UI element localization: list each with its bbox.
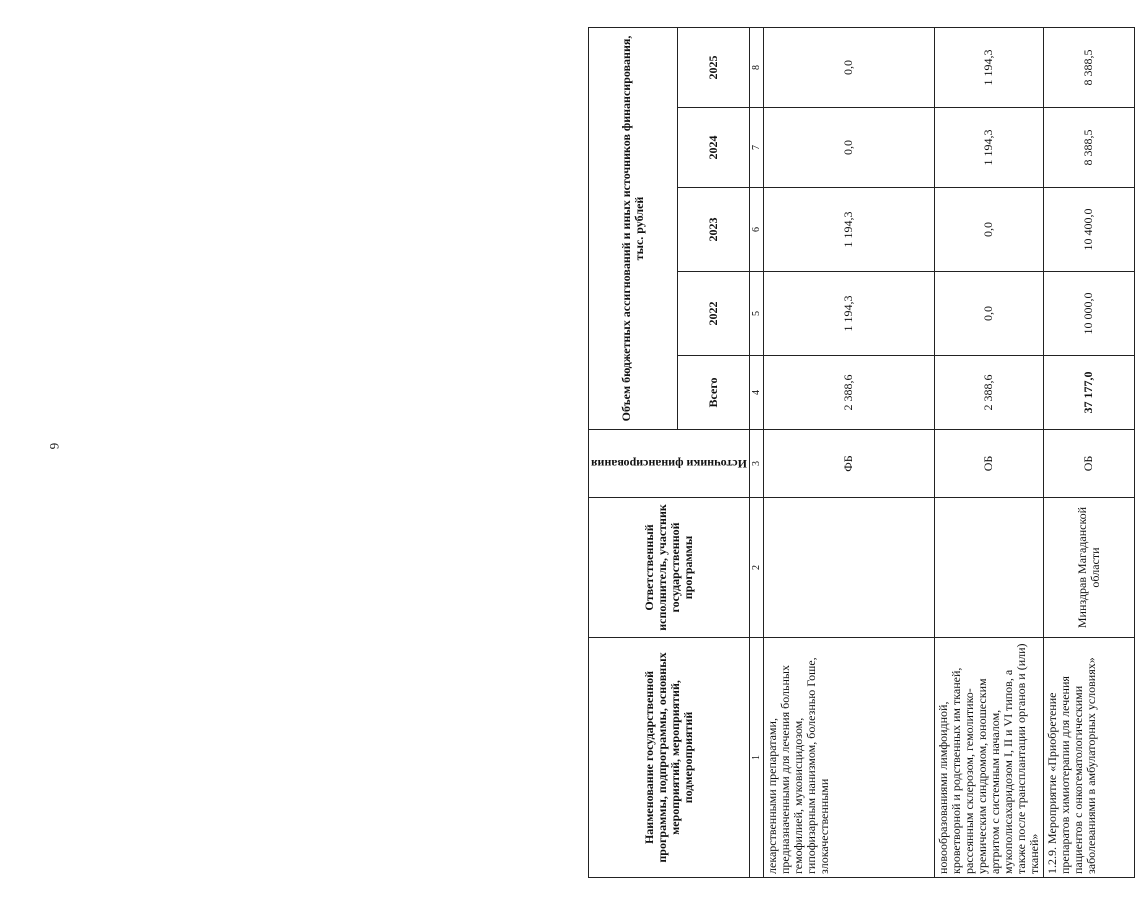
header-col3 [589, 430, 750, 498]
table-row [1043, 27, 1134, 877]
row-2025: 8 388,5 [1043, 27, 1134, 107]
row-source: ОБ [1043, 430, 1134, 498]
index-cell: 7 [749, 108, 763, 188]
index-row [749, 27, 763, 877]
row-executor: Минздрав Магаданской области [1043, 498, 1134, 638]
row-2022: 0,0 [934, 272, 1043, 356]
row-2022: 10 000,0 [1043, 272, 1134, 356]
index-cell: 1 [749, 638, 763, 878]
row-source: ОБ [934, 430, 1043, 498]
row-2025: 1 194,3 [934, 27, 1043, 107]
row-2025: 0,0 [763, 27, 934, 107]
row-total: 2 388,6 [934, 356, 1043, 430]
row-name: новообразованиями лимфоидной, кроветворной и родственных им тканей, рассеянным склерозом, гемолитико-уремическим синдромом, юношеским артритом с системным началом, мукополисахаридозом I, II и VI типов, а также после трансплантации органов и (или) тканей» [934, 638, 1043, 878]
row-source: ФБ [763, 430, 934, 498]
index-cell: 3 [749, 430, 763, 498]
row-name: лекарственными препаратами, предназначенными для лечения больных гемофилией, муковисцидозом, гипофизарным нанизмом, болезнью Гоше, злокачественными [763, 638, 934, 878]
row-total: 2 388,6 [763, 356, 934, 430]
header-row-1 [589, 27, 678, 877]
row-2024: 1 194,3 [934, 108, 1043, 188]
row-total: 37 177,0 [1043, 356, 1134, 430]
row-2023: 0,0 [934, 188, 1043, 272]
row-2023: 10 400,0 [1043, 188, 1134, 272]
index-cell: 2 [749, 498, 763, 638]
row-executor [934, 498, 1043, 638]
row-executor [763, 498, 934, 638]
header-group: Объем бюджетных ассигнований и иных источников финансирования, тыс. рублей [589, 27, 678, 429]
index-cell: 4 [749, 356, 763, 430]
row-2024: 8 388,5 [1043, 108, 1134, 188]
header-col3-text: Источники финансирования [591, 457, 747, 471]
header-2022: 2022 [677, 272, 749, 356]
row-2024: 0,0 [763, 108, 934, 188]
header-col1: Наименование государственной программы, подпрограммы, основных мероприятий, мероприятий, подмероприятий [589, 638, 750, 878]
table-row [763, 27, 934, 877]
index-cell: 6 [749, 188, 763, 272]
header-col2: Ответственный исполнитель, участник государственной программы [589, 498, 750, 638]
header-2023: 2023 [677, 188, 749, 272]
header-2025: 2025 [677, 27, 749, 107]
rotated-table-container [588, 28, 1138, 878]
header-total: Всего [677, 356, 749, 430]
budget-table [588, 27, 1135, 878]
index-cell: 8 [749, 27, 763, 107]
table-row [934, 27, 1043, 877]
row-2023: 1 194,3 [763, 188, 934, 272]
index-cell: 5 [749, 272, 763, 356]
header-2024: 2024 [677, 108, 749, 188]
row-name: 1.2.9. Мероприятие «Приобретение препаратов химиотерапии для лечения пациентов с онкогематологическими заболеваниями в амбулаторных условиях» [1043, 638, 1134, 878]
page-number: 6 [47, 442, 62, 450]
row-2022: 1 194,3 [763, 272, 934, 356]
